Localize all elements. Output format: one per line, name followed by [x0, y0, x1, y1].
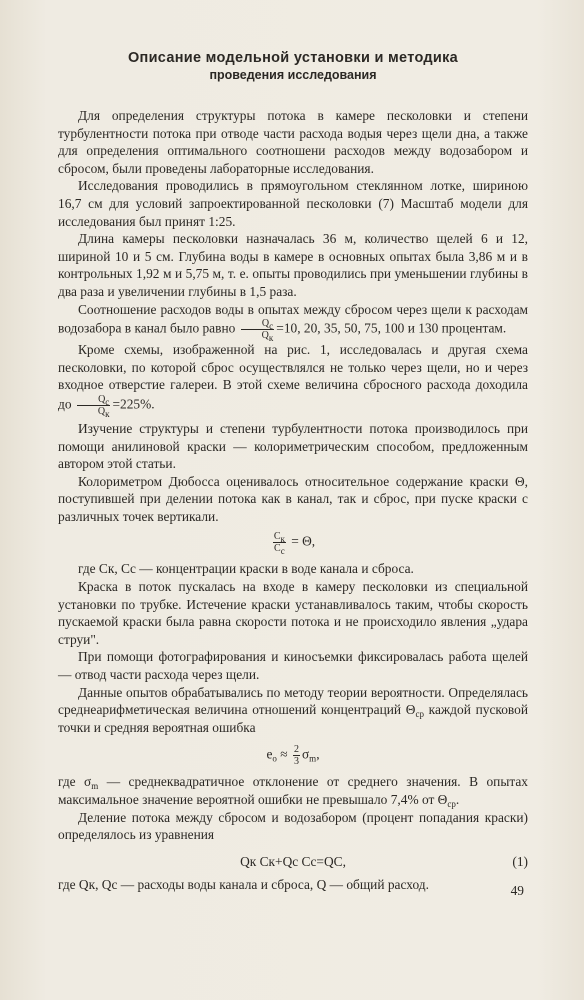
ratio-qc-qk-1: $\frac{Q_с}{Q_к}$ — [241, 318, 275, 341]
paragraph-5 — [58, 341, 528, 417]
paragraph-3: Длина камеры песколовки назначалась 36 м, количество щелей 6 и 12, шириной 10 и 5 см. Глубина воды в камере в основных опытах была 3,86 м и в контрольных 1,92 м и 5,75 м, т. е. опыты проводились при уменьшении глубины в два раза и увеличении глубины в 1,5 раза. — [58, 231, 528, 299]
ratio-qc-qk-2: $\frac{Q_с}{Q_к}$ — [77, 394, 111, 417]
paragraph-10: При помощи фотографирования и киносъемки фиксировалась работа щелей — отвод части расхода через щели. — [58, 649, 528, 683]
paragraph-5-end: =225%. — [112, 396, 155, 412]
paragraph-14: где Qк, Qс — расходы воды канала и сброса, Q — общий расход. — [58, 876, 429, 892]
paragraph-6: Изучение структуры и степени турбулентности потока производилось при помощи анилиновой краски — колориметрическим способом, предложенным автором этой статьи. — [58, 420, 528, 472]
section-subtitle: проведения исследования — [209, 68, 377, 82]
paragraph-1: Для определения структуры потока в камере песколовки и степени турбулентности потока при отводе части расхода водыя через щели дна, а также для определения оптимального соотношени расходов между водозабором и сбросом, были проведены лабораторные исследования. — [58, 108, 528, 176]
fraction-two-thirds: $\frac{2}{3}$ — [293, 744, 299, 768]
paragraph-8: где Cк, Cс — концентрации краски в воде канала и сброса. — [78, 561, 414, 577]
section-title: Описание модельной установки и методика — [127, 50, 459, 66]
equation-1 — [58, 854, 528, 870]
page-number: 49 — [510, 883, 524, 898]
equation-1-number: (1) — [512, 853, 528, 869]
ratio-ck-cc: $\frac{C_к}{C_с}$ — [273, 531, 285, 557]
paragraph-2: Исследования проводились в прямоугольном стеклянном лотке, шириною 16,7 см для условий запроектированной песколовки (7) Масштаб модели для исследования был принят 1:25. — [58, 178, 528, 229]
paragraph-4 — [58, 301, 528, 342]
paragraph-5-start: Кроме схемы, изображенной на рис. 1, исследовалась и другая схема песколовки, по которой сброс осуществлялся не только через щели, но и через входное отверстие галереи. В этой схеме величина сбросного расхода доходила до — [58, 342, 528, 412]
equation-1-body: Qк Cк+Qс Cс=QC, — [240, 853, 346, 869]
paragraph-7: Колориметром Дюбосса оценивалось относительное содержание краски Θ, поступившей при делении потока как в канал, так и сброс, при пуске краски с различных точек вертикали. — [58, 473, 528, 524]
paragraph-9: Краска в поток пускалась на входе в камеру песколовки из специальной установки по трубке. Истечение краски устанавливалось таким, чтобы скорость пускаемой краски была равна скорости потока и не происходило явления „удара струи". — [58, 579, 528, 647]
paragraph-13: Деление потока между сбросом и водозабором (процент попадания краски) определялось из уравнения — [58, 809, 528, 843]
paragraph-11: Данные опытов обрабатывались по методу теории вероятности. Определялась среднеарифметическая величина отношений концентраций $\Theta_{ср}$ каждой пусковой точки и средняя вероятная ошибка — [58, 684, 528, 735]
formula-error: $e_о$ ≈ $\frac{2}{3}$ $\sigma_m$, — [266, 744, 320, 768]
paragraph-12: где $\sigma_m$ — среднеквадратичное отклонение от среднего значения. В опытах максимальное значение вероятной ошибки не превышало 7,4% от $\Theta_{ср}$. — [58, 774, 528, 809]
paragraph-4-start: Соотношение расходов воды в опытах между сбросом через щели к расходам водозабора в канал было равно — [58, 301, 528, 336]
paragraph-4-end: =10, 20, 35, 50, 75, 100 и 130 процентам. — [276, 320, 507, 336]
formula-theta: $\frac{C_к}{C_с}$ = Θ, — [273, 531, 316, 557]
